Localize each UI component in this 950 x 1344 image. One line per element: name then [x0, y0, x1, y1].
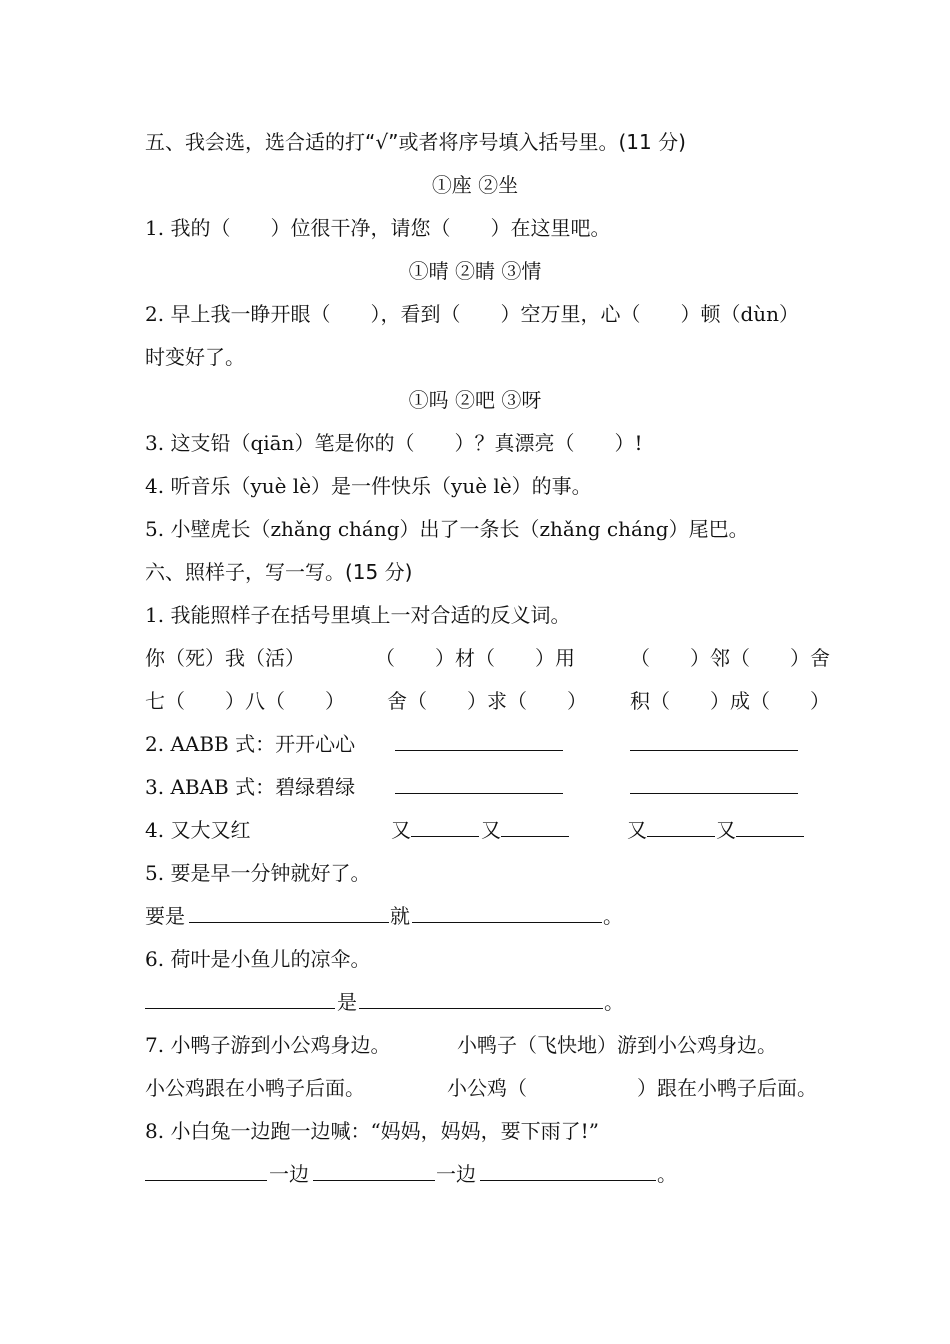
period: 。 [657, 1162, 677, 1186]
question-6-2-label: 2. AABB 式：开开心心 [145, 732, 356, 756]
antonym-row-1 [145, 644, 845, 672]
answer-blank[interactable] [501, 816, 569, 837]
jiu-text: 就 [390, 904, 410, 928]
answer-blank[interactable] [411, 816, 479, 837]
antonym-item: 积（ ）成（ ） [630, 689, 830, 713]
question-6-7a [145, 1031, 825, 1059]
options-2: ①晴 ②睛 ③情 [408, 259, 542, 283]
question-6-6: 6. 荷叶是小鱼儿的凉伞。 [145, 947, 371, 971]
question-6-8: 8. 小白兔一边跑一边喊：“妈妈，妈妈，要下雨了!” [145, 1119, 599, 1143]
answer-blank[interactable] [647, 816, 715, 837]
question-6-7b-start: 小公鸡（ [447, 1076, 527, 1100]
antonym-item: （ ）材（ ）用 [375, 646, 575, 670]
question-6-3 [145, 773, 805, 801]
you-char: 又 [627, 818, 647, 842]
options-3: ①吗 ②吧 ③呀 [408, 388, 542, 412]
period: 。 [604, 990, 624, 1014]
question-6-1: 1. 我能照样子在括号里填上一对合适的反义词。 [145, 603, 571, 627]
answer-blank[interactable] [359, 988, 603, 1009]
question-6-7b-end: ）跟在小鸭子后面。 [637, 1076, 817, 1100]
answer-blank[interactable] [412, 902, 602, 923]
question-6-8-answer [145, 1160, 685, 1188]
yibian-text: 一边 [269, 1162, 309, 1186]
answer-blank[interactable] [395, 773, 563, 794]
answer-blank[interactable] [145, 988, 335, 1009]
answer-blank[interactable] [736, 816, 804, 837]
question-6-5-answer [145, 902, 645, 930]
antonym-row-2 [145, 687, 845, 715]
question-6-4-label: 4. 又大又红 [145, 818, 251, 842]
yibian-text: 一边 [436, 1162, 476, 1186]
answer-blank[interactable] [313, 1160, 435, 1181]
answer-blank[interactable] [630, 730, 798, 751]
question-6-5: 5. 要是早一分钟就好了。 [145, 861, 371, 885]
options-1: ①座 ②坐 [431, 173, 519, 197]
answer-blank[interactable] [395, 730, 563, 751]
shi-text: 是 [337, 990, 357, 1014]
question-6-6-answer [145, 988, 645, 1016]
question-6-3-label: 3. ABAB 式：碧绿碧绿 [145, 775, 356, 799]
antonym-item: 舍（ ）求（ ） [387, 689, 587, 713]
antonym-item: （ ）邻（ ）舍 [630, 646, 830, 670]
question-6-7a-example: 7. 小鸭子游到小公鸡身边。 [145, 1033, 391, 1057]
question-6-2 [145, 730, 805, 758]
question-5-2b: 时变好了。 [145, 345, 245, 369]
section-5-heading: 五、我会选，选合适的打“√”或者将序号填入括号里。(11 分) [145, 130, 686, 154]
you-char: 又 [391, 818, 411, 842]
answer-blank[interactable] [630, 773, 798, 794]
section-6-heading: 六、照样子，写一写。(15 分) [145, 560, 413, 584]
antonym-item: 你（死）我（活） [145, 646, 305, 670]
answer-blank[interactable] [480, 1160, 656, 1181]
period: 。 [603, 904, 623, 928]
you-char: 又 [481, 818, 501, 842]
question-5-2a: 2. 早上我一睁开眼（ ），看到（ ）空万里，心（ ）顿（dùn） [145, 302, 800, 326]
question-5-3: 3. 这支铅（qiān）笔是你的（ ）？真漂亮（ ）! [145, 431, 643, 455]
question-6-7a-model: 小鸭子（飞快地）游到小公鸡身边。 [457, 1033, 777, 1057]
question-5-1: 1. 我的（ ）位很干净，请您（ ）在这里吧。 [145, 216, 611, 240]
yaoshi-text: 要是 [145, 904, 185, 928]
question-5-5: 5. 小壁虎长（zhǎng cháng）出了一条长（zhǎng cháng）尾巴。 [145, 517, 749, 541]
question-5-4: 4. 听音乐（yuè lè）是一件快乐（yuè lè）的事。 [145, 474, 592, 498]
answer-blank[interactable] [189, 902, 389, 923]
question-6-7b-sentence: 小公鸡跟在小鸭子后面。 [145, 1076, 365, 1100]
question-6-4 [145, 816, 815, 844]
antonym-item: 七（ ）八（ ） [145, 689, 345, 713]
answer-blank[interactable] [145, 1160, 267, 1181]
you-char: 又 [716, 818, 736, 842]
question-6-7b [145, 1074, 835, 1102]
